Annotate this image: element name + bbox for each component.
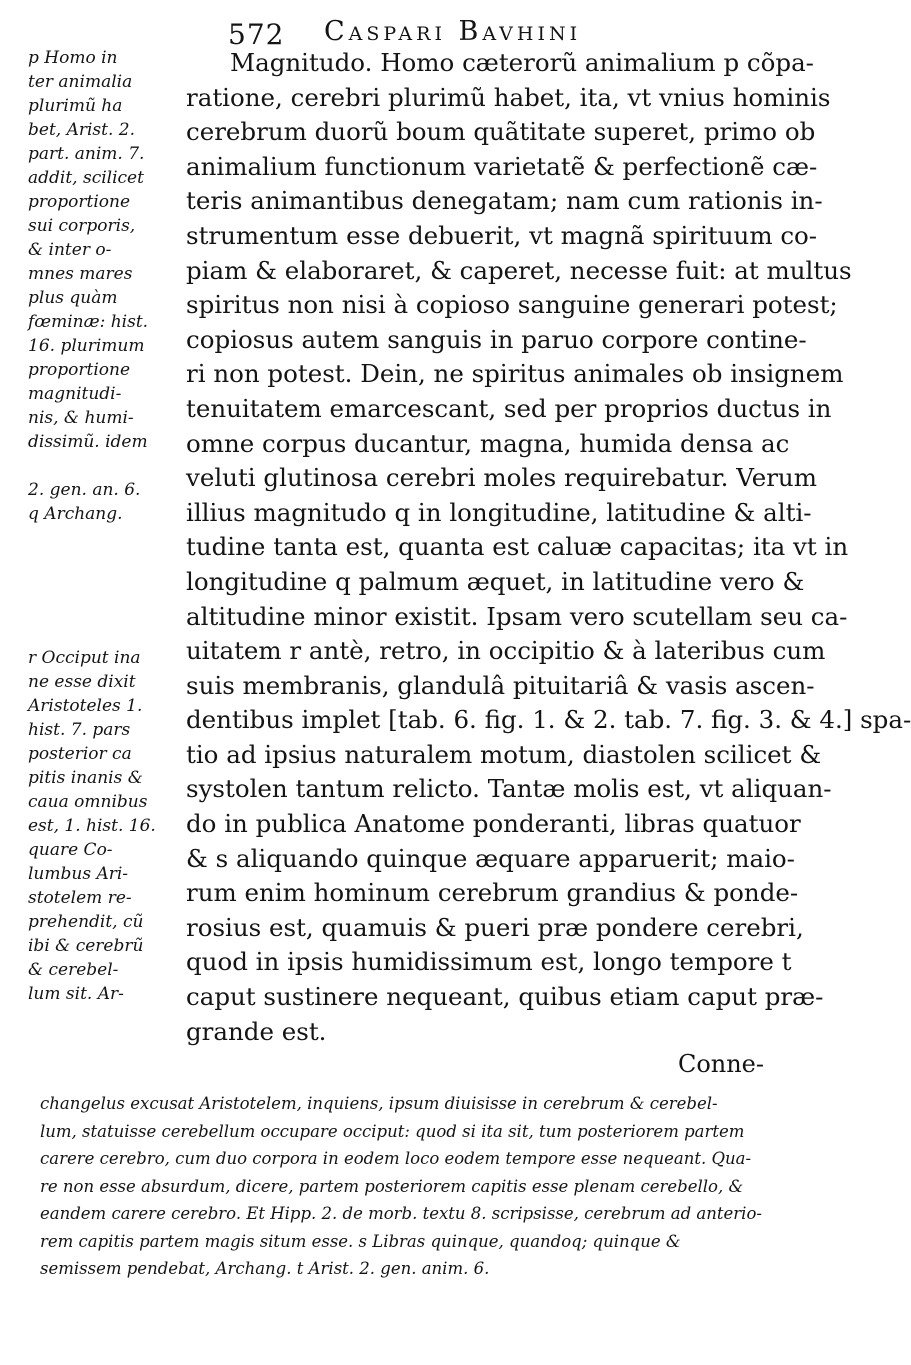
margin-note-line: quare Co- <box>28 840 113 860</box>
margin-note-line: magnitudi- <box>28 384 122 404</box>
text-line: animalium functionum varietatẽ & perfectionẽ cæ- <box>186 151 818 181</box>
text-line: altitudine minor existit. Ipsam vero scutellam seu ca- <box>186 601 848 631</box>
text-line: cerebrum duorũ boum quãtitate superet, primo ob <box>186 117 816 147</box>
page-header <box>0 6 800 51</box>
margin-note-line: Aristoteles 1. <box>28 696 143 716</box>
text-line: piam & elaboraret, & caperet, necesse fuit: at multus <box>186 255 852 285</box>
margin-note-line: bet, Arist. 2. <box>28 120 136 140</box>
margin-note-line: caua omnibus <box>28 792 148 812</box>
footnote-line: carere cerebro, cum duo corpora in eodem loco eodem tempore esse nequeant. Qua- <box>40 1149 752 1168</box>
margin-note-line: stotelem re- <box>28 888 132 908</box>
margin-note-line: sui corporis, <box>28 216 136 236</box>
margin-note-line <box>28 550 188 574</box>
margin-note-line: q Archang. <box>28 504 123 524</box>
margin-note-line: part. anim. 7. <box>28 144 145 164</box>
margin-note-line <box>28 574 188 598</box>
footnote-line: lum, statuisse cerebellum occupare occiput: quod si ita sit, tum posteriorem partem <box>40 1121 745 1141</box>
text-line: ri non potest. Dein, ne spiritus animales ob insignem <box>186 359 844 389</box>
margin-note-line: prehendit, cũ <box>28 912 144 932</box>
margin-note-line: posterior ca <box>28 744 132 764</box>
footnote-line: re non esse absurdum, dicere, partem posteriorem capitis esse plenam cerebello, & <box>40 1176 744 1196</box>
margin-note-line: dissimũ. idem <box>28 432 148 452</box>
text-line: & s aliquando quinque æquare apparuerit; maio- <box>186 843 795 873</box>
text-line: illius magnitudo q in longitudine, latitudine & alti- <box>186 497 812 527</box>
main-text-block <box>186 46 911 1049</box>
margin-note-line: est, 1. hist. 16. <box>28 816 156 836</box>
footnote-line: changelus excusat Aristotelem, inquiens, ipsum diuisisse in cerebrum & cerebel- <box>40 1094 718 1113</box>
margin-note-line: 2. gen. an. 6. <box>28 480 141 500</box>
margin-note-line: p Homo in <box>28 48 118 68</box>
margin-note-line: plurimũ ha <box>28 96 123 116</box>
marginal-notes <box>28 46 188 1006</box>
text-line: do in publica Anatome ponderanti, libras quatuor <box>186 809 801 839</box>
margin-note-line: lumbus Ari- <box>28 864 129 884</box>
footnote-line: eandem carere cerebro. Et Hipp. 2. de morb. textu 8. scripsisse, cerebrum ad anterio- <box>40 1204 762 1223</box>
text-line: teris animantibus denegatam; nam cum rationis in- <box>186 186 823 216</box>
text-line: suis membranis, glandulâ pituitariâ & vasis ascen- <box>186 670 815 700</box>
margin-note-line <box>28 622 188 646</box>
text-line: grande est. <box>186 1016 327 1046</box>
text-line: tenuitatem emarcescant, sed per proprios ductus in <box>186 393 832 423</box>
text-line: quod in ipsis humidissimum est, longo tempore t <box>186 947 792 977</box>
margin-note-line: hist. 7. pars <box>28 720 131 740</box>
text-line: tio ad ipsius naturalem motum, diastolen scilicet & <box>186 739 822 769</box>
text-line: caput sustinere nequeant, quibus etiam caput præ- <box>186 982 824 1012</box>
margin-note-line: ibi & cerebrũ <box>28 936 144 956</box>
text-line: rosius est, quamuis & pueri præ pondere cerebri, <box>186 912 804 942</box>
text-line: spiritus non nisi à copioso sanguine generari potest; <box>186 290 838 320</box>
margin-note-line: proportione <box>28 192 130 212</box>
text-line: uitatem r antè, retro, in occipitio & à lateribus cum <box>186 636 826 666</box>
margin-note-line: proportione <box>28 360 130 380</box>
text-line: rum enim hominum cerebrum grandius & ponde- <box>186 878 799 908</box>
text-line: tudine tanta est, quanta est caluæ capacitas; ita vt in <box>186 532 849 562</box>
text-line: omne corpus ducantur, magna, humida densa ac <box>186 428 790 458</box>
running-title: Caspari Bavhini <box>324 16 582 47</box>
margin-note-line: ne esse dixit <box>28 672 136 692</box>
margin-note-line: nis, & humi- <box>28 408 134 428</box>
margin-note-line: 16. plurimum <box>28 336 145 356</box>
margin-note-line <box>28 526 188 550</box>
catchword: Conne- <box>677 1050 764 1078</box>
margin-note-line: ter animalia <box>28 72 133 92</box>
margin-note-line: plus quàm <box>28 288 118 308</box>
footnote-block <box>40 1090 780 1283</box>
page-number: 572 <box>228 18 285 51</box>
text-line: ratione, cerebri plurimũ habet, ita, vt vnius hominis <box>186 82 831 112</box>
text-line: systolen tantum relicto. Tantæ molis est, vt aliquan- <box>186 774 832 804</box>
footnote-line: semissem pendebat, Archang. t Arist. 2. gen. anim. 6. <box>40 1259 490 1278</box>
margin-note-line: & inter o- <box>28 240 112 260</box>
margin-note-line: mnes mares <box>28 264 133 284</box>
margin-note-line: addit, scilicet <box>28 168 144 188</box>
text-line: strumentum esse debuerit, vt magnã spirituum co- <box>186 220 818 250</box>
margin-note-line <box>28 454 188 478</box>
text-line: copiosus autem sanguis in paruo corpore contine- <box>186 324 807 354</box>
text-line: dentibus implet [tab. 6. fig. 1. & 2. tab. 7. fig. 3. & 4.] spa- <box>186 705 911 735</box>
text-line: veluti glutinosa cerebri moles requirebatur. Verum <box>186 463 817 493</box>
footnote-line: rem capitis partem magis situm esse. s Libras quinque, quandoq; quinque & <box>40 1231 681 1251</box>
margin-note-line: & cerebel- <box>28 960 119 980</box>
margin-note-line: r Occiput ina <box>28 648 141 668</box>
margin-note-line <box>28 598 188 622</box>
margin-note-line: fœminæ: hist. <box>28 312 149 332</box>
text-line: Magnitudo. Homo cæterorũ animalium p cõpa- <box>230 48 814 77</box>
margin-note-line: pitis inanis & <box>28 768 143 788</box>
text-line: longitudine q palmum æquet, in latitudine vero & <box>186 566 805 596</box>
margin-note-line: lum sit. Ar- <box>28 984 124 1004</box>
